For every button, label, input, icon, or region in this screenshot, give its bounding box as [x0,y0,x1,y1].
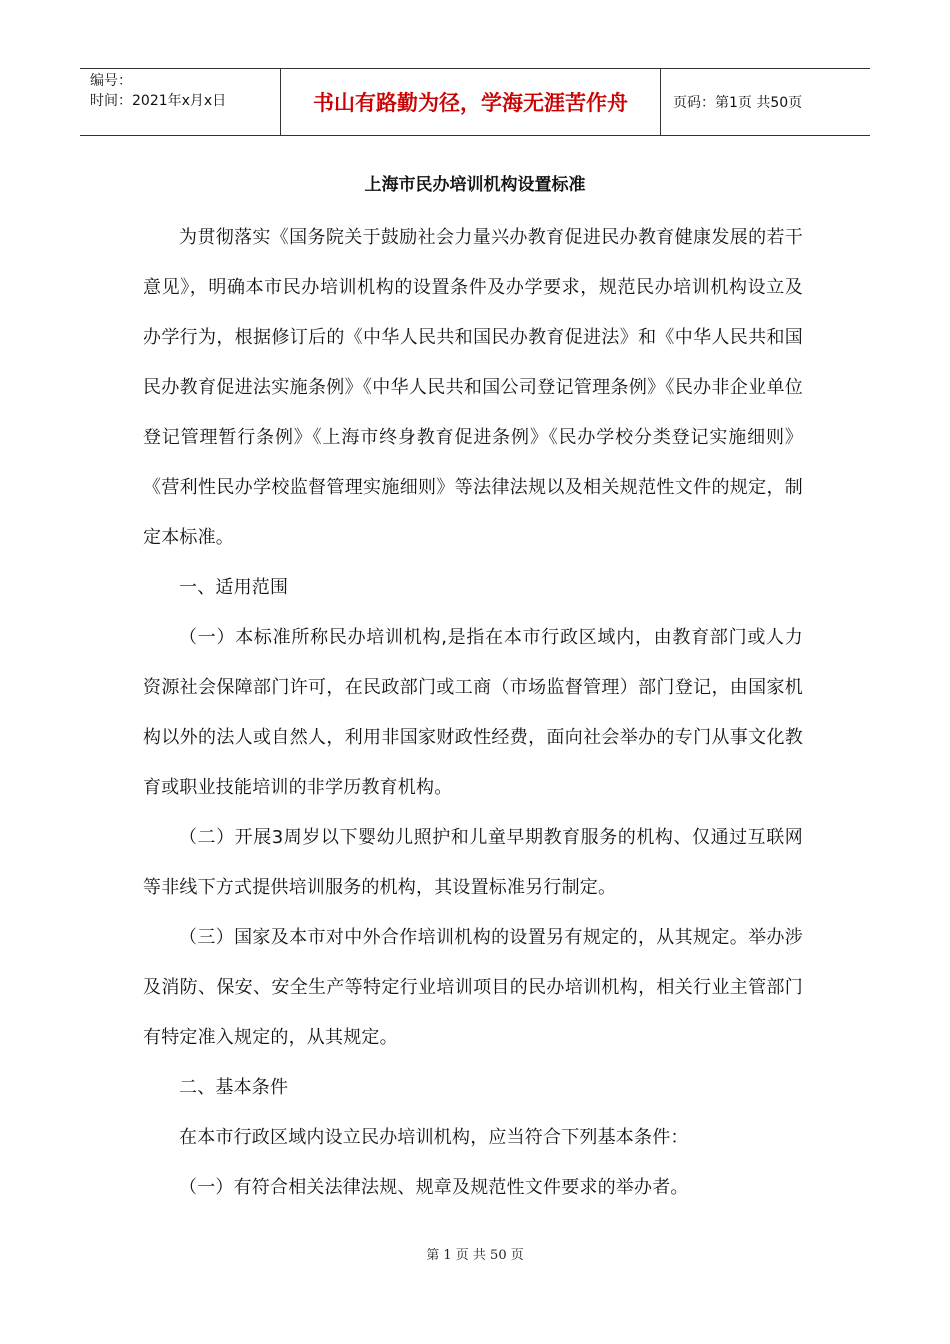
header-page-info: 页码：第1页 共50页 [673,95,803,111]
paragraph: 在本市行政区域内设立民办培训机构，应当符合下列基本条件： [179,1127,689,1148]
paragraph: （二）开展3周岁以下婴幼儿照护和儿童早期教育服务的机构、仅通过互联网等非线下方式提供培训服务的机构，其设置标准另行制定。 [143,827,803,898]
paragraph: （三）国家及本市对中外合作培训机构的设置另有规定的，从其规定。举办涉及消防、保安、安全生产等特定行业培训项目的民办培训机构，相关行业主管部门有特定准入规定的，从其规定。 [143,927,803,1048]
paragraph: （一）有符合相关法律法规、规章及规范性文件要求的举办者。 [179,1177,689,1198]
time-label: 时间：2021年x月x日 [90,93,227,109]
section-heading: 二、基本条件 [179,1077,289,1098]
document-body [143,213,803,1213]
section-heading: 一、适用范围 [179,577,289,598]
header-meta [80,69,281,135]
document-header [80,68,870,136]
paragraph: （一）本标准所称民办培训机构,是指在本市行政区域内，由教育部门或人力资源社会保障部门许可，在民政部门或工商（市场监督管理）部门登记，由国家机构以外的法人或自然人，利用非国家财政性经费，面向社会举办的专门从事文化教育或职业技能培训的非学历教育机构。 [143,627,803,798]
number-label: 编号： [90,73,132,89]
paragraph: 为贯彻落实《国务院关于鼓励社会力量兴办教育促进民办教育健康发展的若干意见》，明确本市民办培训机构的设置条件及办学要求，规范民办培训机构设立及办学行为，根据修订后的《中华人民共和国民办教育促进法》和《中华人民共和国民办教育促进法实施条例》《中华人民共和国公司登记管理条例》《民办非企业单位登记管理暂行条例》《上海市终身教育促进条例》《民办学校分类登记实施细则》《营利性民办学校监督管理实施细则》等法律法规以及相关规范性文件的规定，制定本标准。 [143,227,803,548]
document-title: 上海市民办培训机构设置标准 [364,175,586,195]
header-motto: 书山有路勤为径，学海无涯苦作舟 [281,69,661,135]
page-footer: 第 1 页 共 50 页 [426,1248,524,1263]
